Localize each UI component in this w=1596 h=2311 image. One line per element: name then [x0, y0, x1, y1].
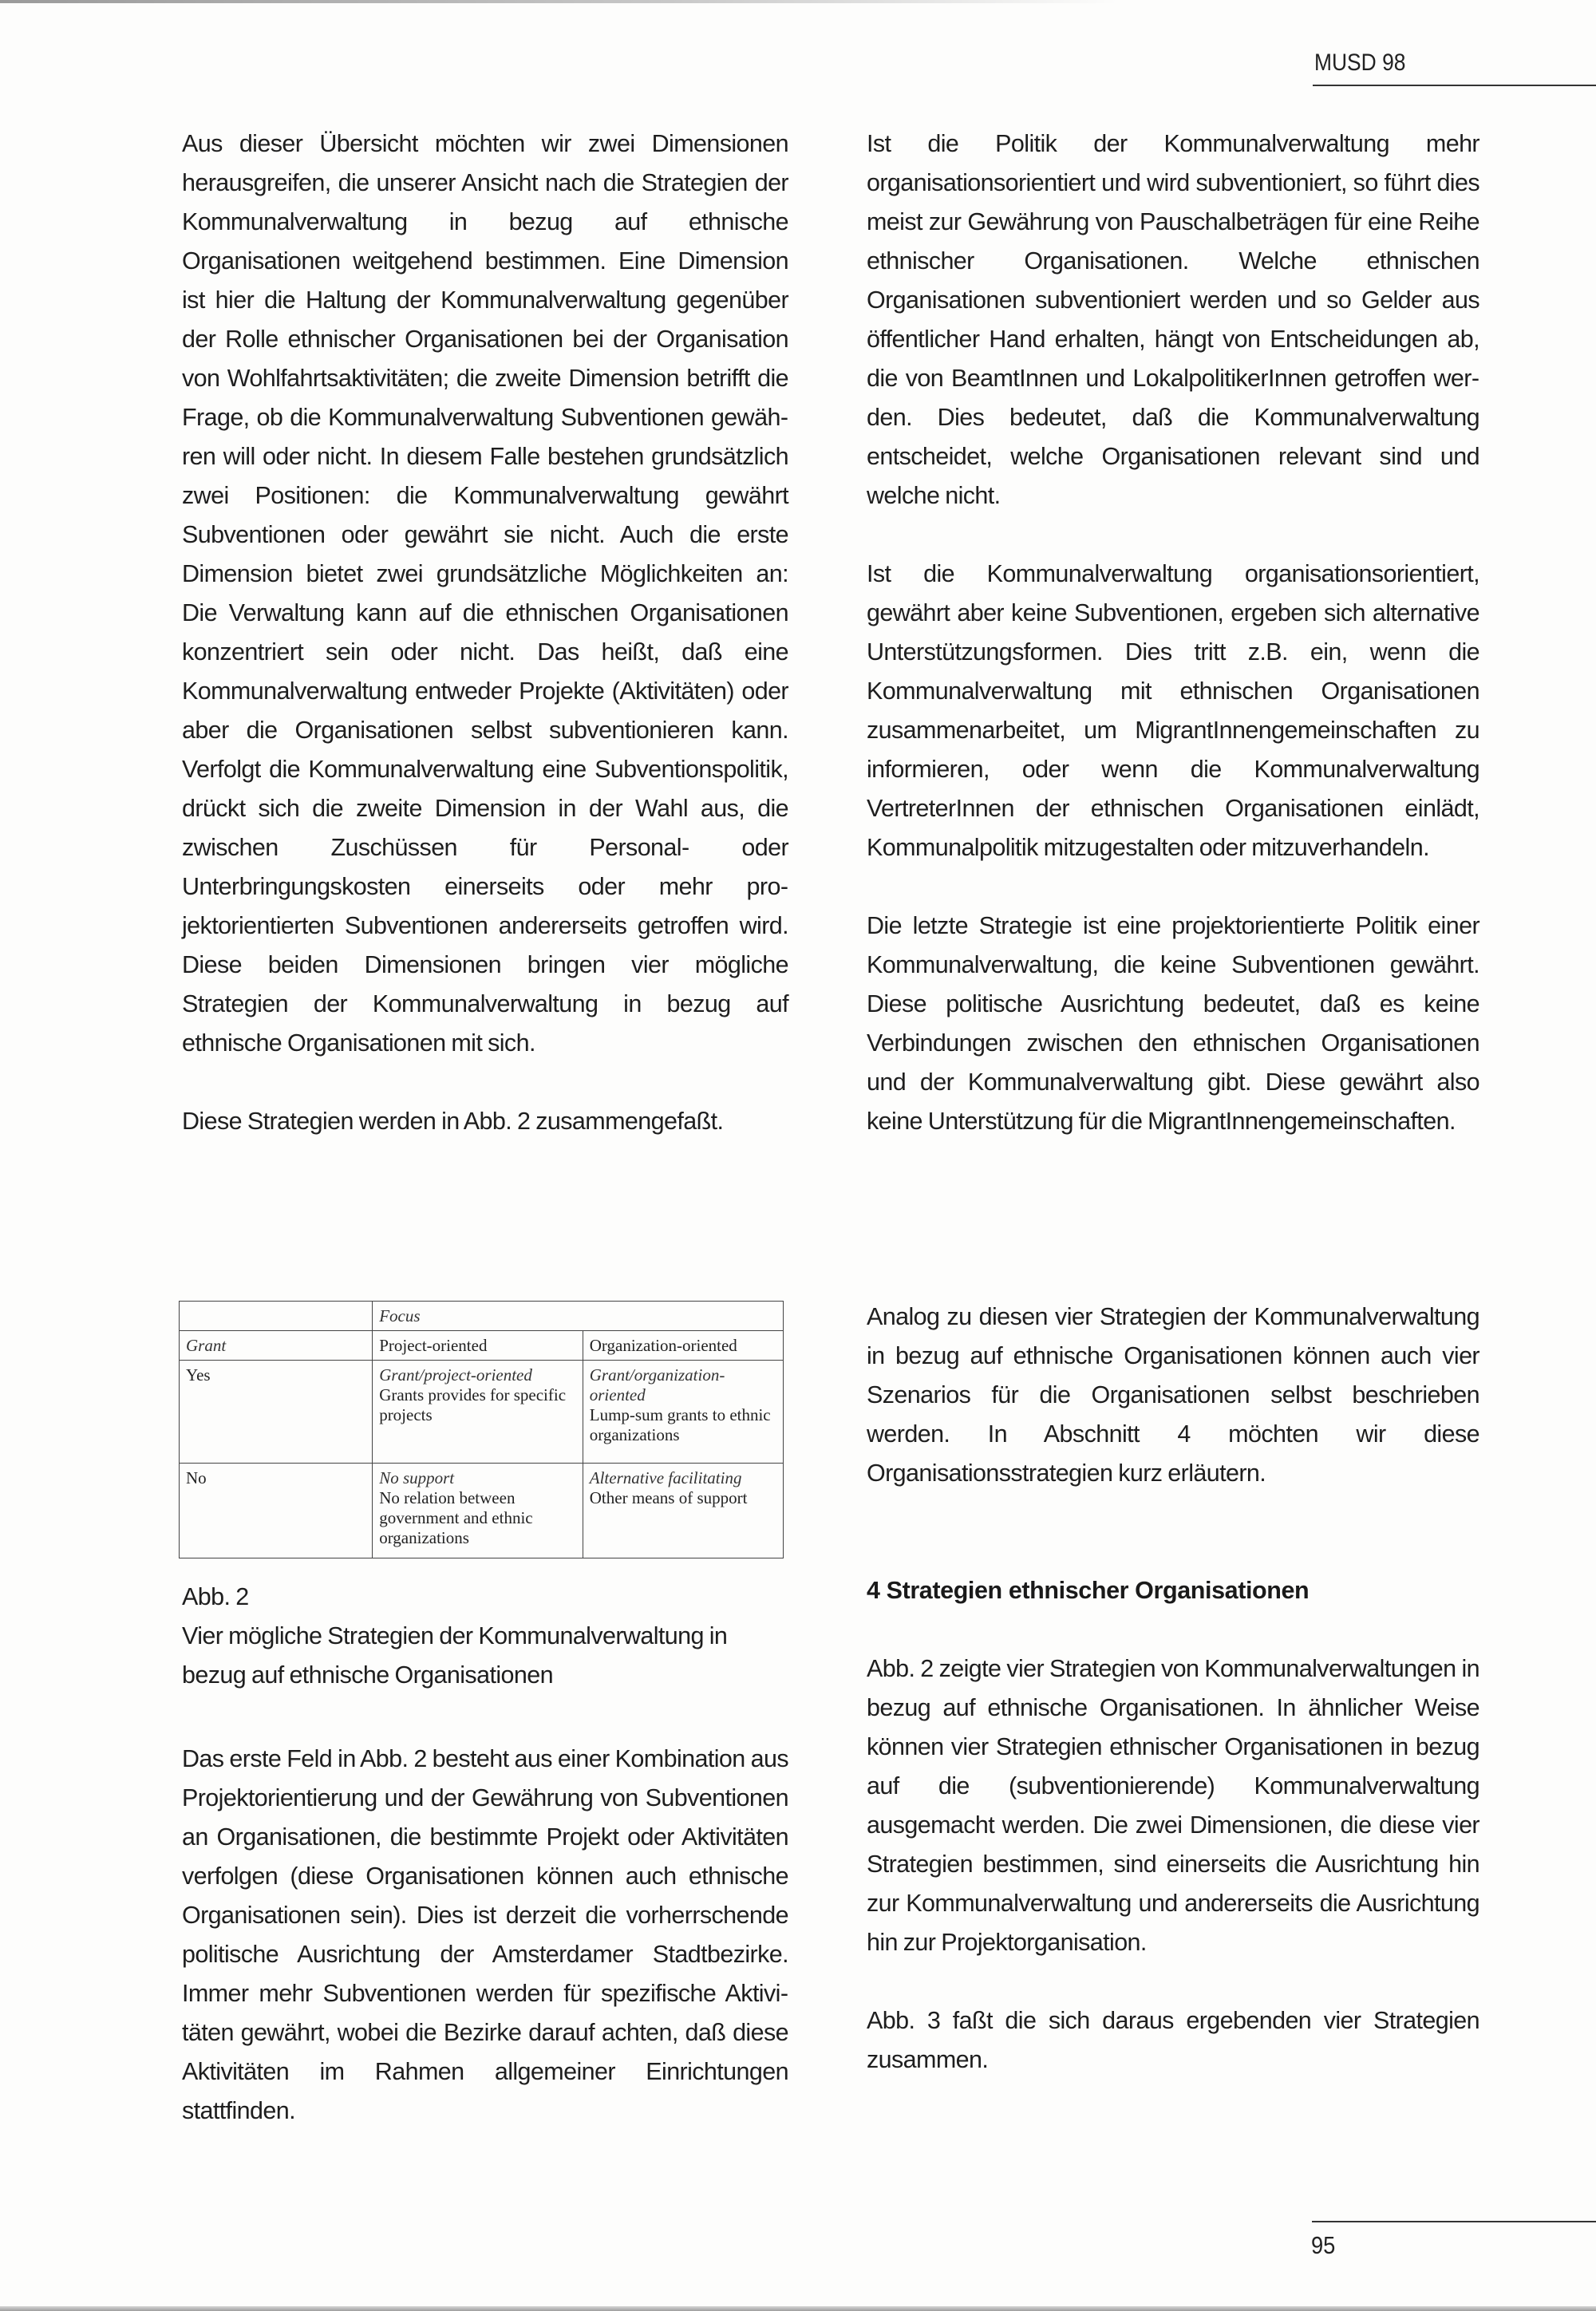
column-header-project: Project-oriented: [373, 1331, 583, 1361]
left-column: [182, 124, 788, 1141]
row-label-yes: Yes: [180, 1361, 373, 1464]
paragraph-organization-subsidized: Ist die Politik der Kommunalverwaltung mehr organisationsorientiert und wird subventioniert, so führt dies meist zur Gewährung von Pauschalbeträgen für eine Reihe ethnischer Organisationen. Welche ethnischen Organisationen subventioniert werden und so Gelder aus öffentlicher Hand erhalten, hängt von Entscheidungen ab, die von BeamtInnen und LokalpolitikerInnen getroffen werden. Dies bedeutet, daß die Kommunalverwaltung entscheidet, welche Organisationen relevant sind und welche nicht.: [867, 130, 1479, 509]
right-column-lower: [867, 1298, 1479, 2080]
figure-caption: [182, 1578, 788, 1695]
cell-title: No support: [379, 1468, 455, 1487]
cell-title: Alternative facilitating: [589, 1468, 742, 1487]
paragraph-abb2-intro: Diese Strategien werden in Abb. 2 zusammengefaßt.: [182, 1108, 724, 1135]
cell-no-support: [373, 1464, 583, 1558]
figure-2-table: [179, 1301, 784, 1558]
focus-header: Focus: [373, 1302, 784, 1331]
header-rule: [1313, 85, 1596, 86]
running-head: MUSD 98: [1314, 49, 1406, 76]
left-column-lower: [182, 1740, 788, 2131]
cell-text: Grants provides for specific projects: [379, 1385, 567, 1424]
scan-bottom-edge: [0, 2306, 1596, 2311]
paragraph-analog: Analog zu diesen vier Strategien der Kommunalverwaltung in bezug auf ethnische Organisationen können auch vier Szenarios für die Organisationen selbst beschrieben werden. In Abschnitt 4 möchten wir diese Organisationsstrategien kurz erläutern.: [867, 1303, 1479, 1487]
paragraph-first-field: Das erste Feld in Abb. 2 besteht aus einer Kombination aus Projektorientierung und der Gewährung von Subventionen an Organisationen, die bestimmte Projekt oder Aktivitäten verfolgen (diese Organisationen können auch ethnische Organisationen sein). Dies ist derzeit die vorherrschende politische Ausrichtung der Amsterdamer Stadtbezirke. Immer mehr Subventionen werden für spezifische Aktivitäten gewährt, wobei die Bezirke darauf achten, daß diese Aktivitäten im Rahmen allgemeiner Einrichtungen stattfinden.: [182, 1745, 788, 2124]
footer-rule: [1312, 2221, 1596, 2222]
table-row-header: [180, 1331, 784, 1361]
cell-text: Other means of support: [589, 1488, 748, 1507]
right-column: [867, 124, 1479, 1141]
table-cell-empty: [180, 1302, 373, 1331]
cell-title: Grant/organization-oriented: [589, 1365, 725, 1404]
grant-header: Grant: [180, 1331, 373, 1361]
paragraph-dimensions: Aus dieser Übersicht möchten wir zwei Dimensionen herausgreifen, die unserer Ansicht nach die Strategien der Kommunalverwaltung in bezug auf ethnische Organisationen weitgehend bestimmen. Eine Dimension ist hier die Haltung der Kommunalverwaltung gegenüber der Rolle ethnischer Organisationen bei der Organisation von Wohlfahrtsaktivitäten; die zweite Dimension betrifft die Frage, ob die Kommunalverwaltung Subventionen gewähren will oder nicht. In diesem Falle bestehen grundsätzlich zwei Positionen: die Kommunalverwaltung gewährt Subventionen oder gewährt sie nicht. Auch die erste Dimension bietet zwei grundsätzliche Möglichkeiten an: Die Verwaltung kann auf die ethnischen Organisationen konzentriert sein oder nicht. Das heißt, daß eine Kommunalverwaltung entweder Projekte (Aktivitäten) oder aber die Organisationen selbst subventionieren kann. Verfolgt die Kommunalverwaltung eine Subventionspolitik, drückt sich die zweite Dimension in der Wahl aus, die zwischen Zuschüssen für Personal- oder Unterbringungskosten einerseits oder mehr projektorientierten Subventionen andererseits getroffen wird. Diese beiden Dimensionen bringen vier mögliche Strategien der Kommunalverwaltung in bezug auf ethnische Organisationen mit sich.: [182, 130, 788, 1057]
table-row-focus: [180, 1302, 784, 1331]
paragraph-alternative-support: Ist die Kommunalverwaltung organisationsorientiert, gewährt aber keine Subventionen, ergeben sich alternative Unterstützungsformen. Dies tritt z.B. ein, wenn die Kommunalverwaltung mit ethnischen Organisationen zusammenarbeitet, um MigrantInnengemeinschaften zu informieren, oder wenn die Kommunalverwaltung VertreterInnen der ethnischen Organisationen einlädt, Kommunalpolitik mitzugestalten oder mitzuverhandeln.: [867, 560, 1479, 861]
cell-text: Lump-sum grants to ethnic organizations: [589, 1405, 771, 1444]
table-row-no: [180, 1464, 784, 1558]
paragraph-section-4: Abb. 2 zeigte vier Strategien von Kommunalverwaltungen in bezug auf ethnische Organisationen. In ähnlicher Weise können vier Strategien ethnischer Organisationen in bezug auf die (subventionierende) Kommunalverwaltung ausgemacht werden. Die zwei Dimensionen, die diese vier Strategien bestimmen, sind einerseits die Ausrichtung hin zur Kommunalverwaltung und andererseits die Ausrichtung hin zur Projektorganisation.: [867, 1655, 1479, 1956]
caption-text: Vier mögliche Strategien der Kommunalverwaltung in bezug auf ethnische Organisationen: [182, 1622, 728, 1689]
section-heading: 4 Strategien ethnischer Organisationen: [867, 1577, 1310, 1604]
cell-alternative-facilitating: [583, 1464, 783, 1558]
cell-title: Grant/project-oriented: [379, 1365, 532, 1385]
scan-top-edge: [0, 0, 1117, 3]
cell-grant-organization: [583, 1361, 783, 1464]
paragraph-abb3-intro: Abb. 3 faßt die sich daraus ergebenden vier Strategien zusammen.: [867, 2007, 1479, 2073]
paragraph-last-strategy: Die letzte Strategie ist eine projektorientierte Politik einer Kommunalverwaltung, die keine Subventionen gewährt. Diese politische Ausrichtung bedeutet, daß es keine Verbindungen zwischen den ethnischen Organisationen und der Kommunalverwaltung gibt. Diese gewährt also keine Unterstützung für die MigrantInnengemeinschaften.: [867, 912, 1479, 1135]
cell-grant-project: [373, 1361, 583, 1464]
page-number: 95: [1311, 2231, 1336, 2259]
table-row-yes: [180, 1361, 784, 1464]
column-header-organization: Organization-oriented: [583, 1331, 783, 1361]
caption-label: Abb. 2: [182, 1583, 249, 1610]
row-label-no: No: [180, 1464, 373, 1558]
cell-text: No relation between government and ethnic organizations: [379, 1488, 533, 1547]
